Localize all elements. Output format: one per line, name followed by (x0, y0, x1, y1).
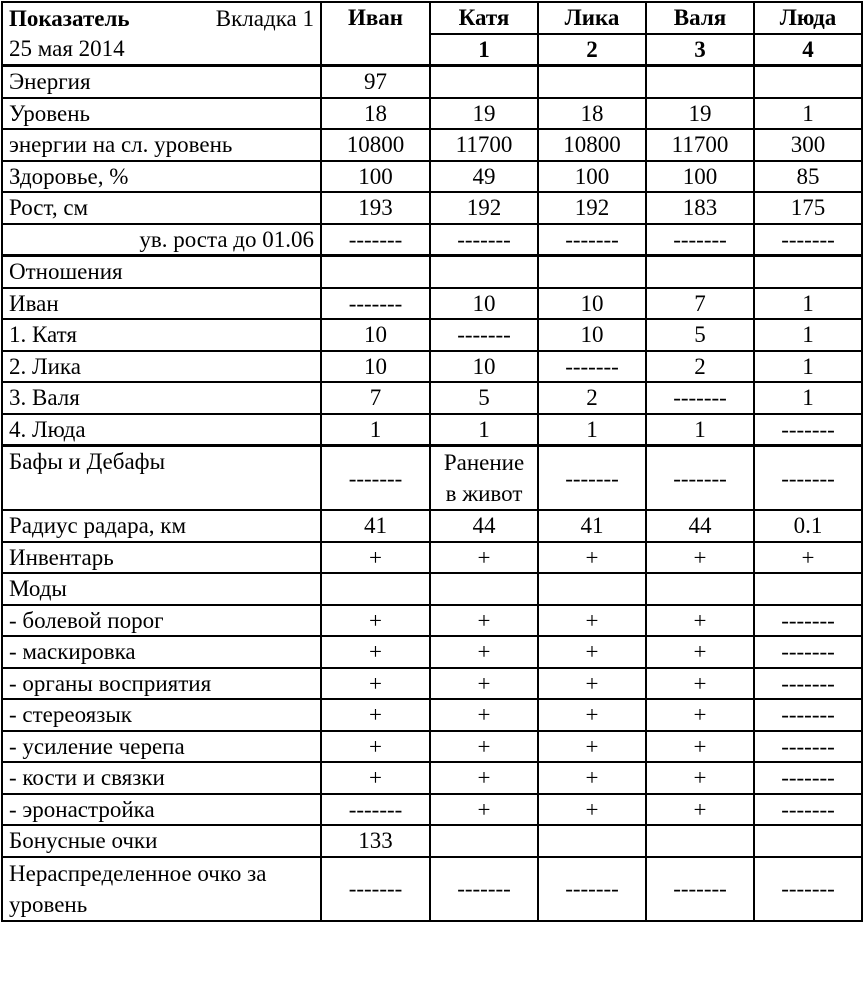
cell-lyuda: 0.1 (754, 510, 862, 542)
cell-ivan: + (321, 699, 430, 731)
cell-ivan: + (321, 668, 430, 700)
cell-lika: 10800 (538, 129, 646, 161)
row-label: 2. Лика (2, 351, 321, 383)
cell-ivan: 1 (321, 414, 430, 446)
table-row (2, 256, 862, 288)
column-number-katya: 1 (430, 34, 538, 66)
table-row (2, 446, 862, 511)
cell-lyuda (754, 256, 862, 288)
cell-ivan: ------- (321, 794, 430, 826)
cell-valya: ------- (646, 446, 754, 511)
table-row (2, 192, 862, 224)
cell-lika: 10 (538, 288, 646, 320)
table-row (2, 98, 862, 130)
column-header-katya: Катя (430, 2, 538, 34)
table-row (2, 129, 862, 161)
table-row (2, 857, 862, 921)
cell-lika: 18 (538, 98, 646, 130)
cell-katya: ------- (430, 224, 538, 256)
cell-katya: + (430, 542, 538, 574)
cell-ivan (321, 256, 430, 288)
cell-lika: 2 (538, 382, 646, 414)
table-row (2, 382, 862, 414)
cell-lyuda: ------- (754, 699, 862, 731)
cell-katya: Ранение в живот (430, 446, 538, 511)
cell-ivan: 7 (321, 382, 430, 414)
table-row (2, 161, 862, 193)
cell-katya: + (430, 668, 538, 700)
row-label: 3. Валя (2, 382, 321, 414)
column-header-ivan: Иван (321, 2, 430, 66)
cell-ivan: 97 (321, 66, 430, 98)
cell-ivan: 10 (321, 319, 430, 351)
cell-valya: + (646, 668, 754, 700)
cell-katya: ------- (430, 319, 538, 351)
cell-lika: ------- (538, 446, 646, 511)
column-number-lika: 2 (538, 34, 646, 66)
cell-lika: 41 (538, 510, 646, 542)
cell-valya: 1 (646, 414, 754, 446)
row-label: Энергия (2, 66, 321, 98)
row-label: Бонусные очки (2, 825, 321, 857)
cell-katya: 10 (430, 351, 538, 383)
cell-valya: + (646, 762, 754, 794)
cell-lika: ------- (538, 351, 646, 383)
cell-valya: 5 (646, 319, 754, 351)
cell-valya: + (646, 605, 754, 637)
cell-ivan: 10800 (321, 129, 430, 161)
cell-ivan: + (321, 636, 430, 668)
cell-lyuda: 1 (754, 98, 862, 130)
cell-ivan: 133 (321, 825, 430, 857)
cell-lyuda (754, 66, 862, 98)
cell-valya: 19 (646, 98, 754, 130)
cell-katya: 49 (430, 161, 538, 193)
cell-ivan: ------- (321, 446, 430, 511)
tab-label: Вкладка 1 (215, 5, 314, 31)
cell-katya: 19 (430, 98, 538, 130)
indicator-header-cell (2, 2, 321, 34)
cell-lika: + (538, 794, 646, 826)
column-header-valya: Валя (646, 2, 754, 34)
table-row (2, 510, 862, 542)
table-row (2, 762, 862, 794)
cell-valya: ------- (646, 857, 754, 921)
row-label: Здоровье, % (2, 161, 321, 193)
cell-lika: 10 (538, 319, 646, 351)
cell-lika: + (538, 542, 646, 574)
cell-katya: 11700 (430, 129, 538, 161)
cell-valya (646, 573, 754, 605)
cell-lyuda: ------- (754, 605, 862, 637)
cell-katya (430, 66, 538, 98)
header-row-names (2, 2, 862, 34)
indicator-label: Показатель (9, 5, 130, 31)
cell-lika (538, 66, 646, 98)
row-label: - усиление черепа (2, 731, 321, 763)
cell-valya: + (646, 699, 754, 731)
table-row (2, 794, 862, 826)
cell-katya: 10 (430, 288, 538, 320)
cell-katya: 44 (430, 510, 538, 542)
row-label: Отношения (2, 256, 321, 288)
table-row (2, 542, 862, 574)
cell-lyuda: ------- (754, 224, 862, 256)
header-row-numbers (2, 34, 862, 66)
cell-katya: + (430, 699, 538, 731)
cell-katya: + (430, 794, 538, 826)
row-label: - маскировка (2, 636, 321, 668)
cell-katya: + (430, 731, 538, 763)
column-number-valya: 3 (646, 34, 754, 66)
cell-valya (646, 66, 754, 98)
row-label: Уровень (2, 98, 321, 130)
cell-ivan: + (321, 731, 430, 763)
cell-katya: + (430, 636, 538, 668)
table-row (2, 605, 862, 637)
cell-lyuda: ------- (754, 762, 862, 794)
cell-lyuda: ------- (754, 668, 862, 700)
cell-katya: 1 (430, 414, 538, 446)
cell-valya: + (646, 636, 754, 668)
cell-ivan: 100 (321, 161, 430, 193)
cell-lika (538, 256, 646, 288)
table-body (2, 66, 862, 921)
cell-katya (430, 256, 538, 288)
row-label: - органы восприятия (2, 668, 321, 700)
cell-valya: 44 (646, 510, 754, 542)
row-label: Иван (2, 288, 321, 320)
cell-lyuda: 300 (754, 129, 862, 161)
row-label: Радиус радара, км (2, 510, 321, 542)
cell-ivan: + (321, 762, 430, 794)
cell-katya: 5 (430, 382, 538, 414)
row-label: Нераспределенное очко за уровень (2, 857, 321, 921)
cell-lika: + (538, 731, 646, 763)
cell-lyuda: ------- (754, 857, 862, 921)
cell-ivan: 10 (321, 351, 430, 383)
row-label: 4. Люда (2, 414, 321, 446)
cell-ivan: 18 (321, 98, 430, 130)
cell-ivan: 193 (321, 192, 430, 224)
cell-lika: + (538, 668, 646, 700)
column-header-lika: Лика (538, 2, 646, 34)
cell-lyuda: ------- (754, 794, 862, 826)
cell-ivan: ------- (321, 224, 430, 256)
cell-lyuda: 175 (754, 192, 862, 224)
column-header-lyuda: Люда (754, 2, 862, 34)
table-row (2, 288, 862, 320)
cell-ivan (321, 573, 430, 605)
cell-lyuda: ------- (754, 446, 862, 511)
cell-katya: ------- (430, 857, 538, 921)
cell-lyuda: ------- (754, 731, 862, 763)
cell-lyuda: 1 (754, 319, 862, 351)
row-label: - эронастройка (2, 794, 321, 826)
cell-katya: + (430, 605, 538, 637)
table-row (2, 66, 862, 98)
cell-valya: 100 (646, 161, 754, 193)
table-row (2, 414, 862, 446)
cell-ivan: ------- (321, 288, 430, 320)
row-label: энергии на сл. уровень (2, 129, 321, 161)
row-label: ув. роста до 01.06 (2, 224, 321, 256)
cell-valya (646, 256, 754, 288)
cell-lika: 100 (538, 161, 646, 193)
cell-katya (430, 825, 538, 857)
cell-lyuda: ------- (754, 636, 862, 668)
table-row (2, 699, 862, 731)
cell-valya: ------- (646, 224, 754, 256)
table-row (2, 351, 862, 383)
cell-valya: 183 (646, 192, 754, 224)
cell-valya: 2 (646, 351, 754, 383)
cell-lyuda (754, 573, 862, 605)
table-row (2, 224, 862, 256)
cell-katya: + (430, 762, 538, 794)
column-number-lyuda: 4 (754, 34, 862, 66)
cell-valya: ------- (646, 382, 754, 414)
cell-ivan: + (321, 542, 430, 574)
cell-valya: 11700 (646, 129, 754, 161)
cell-valya: + (646, 794, 754, 826)
cell-lika (538, 825, 646, 857)
row-label: 1. Катя (2, 319, 321, 351)
cell-lyuda: 1 (754, 351, 862, 383)
cell-lika: + (538, 636, 646, 668)
cell-ivan: 41 (321, 510, 430, 542)
cell-lyuda: 1 (754, 382, 862, 414)
cell-lika: + (538, 762, 646, 794)
table-row (2, 731, 862, 763)
row-label: - болевой порог (2, 605, 321, 637)
table-row (2, 573, 862, 605)
cell-lyuda: + (754, 542, 862, 574)
cell-katya (430, 573, 538, 605)
row-label: Бафы и Дебафы (2, 446, 321, 511)
cell-lyuda (754, 825, 862, 857)
stats-table (1, 1, 863, 922)
row-label: Моды (2, 573, 321, 605)
cell-lika: ------- (538, 857, 646, 921)
cell-lika: 1 (538, 414, 646, 446)
row-label: Рост, см (2, 192, 321, 224)
cell-valya: + (646, 731, 754, 763)
cell-katya: 192 (430, 192, 538, 224)
cell-lyuda: ------- (754, 414, 862, 446)
cell-valya (646, 825, 754, 857)
cell-lika: + (538, 605, 646, 637)
table-row (2, 636, 862, 668)
cell-valya: + (646, 542, 754, 574)
table-row (2, 319, 862, 351)
cell-lyuda: 85 (754, 161, 862, 193)
cell-ivan: + (321, 605, 430, 637)
table-row (2, 668, 862, 700)
date-label: 25 мая 2014 (2, 34, 321, 66)
table-row (2, 825, 862, 857)
cell-lyuda: 1 (754, 288, 862, 320)
cell-valya: 7 (646, 288, 754, 320)
cell-lika (538, 573, 646, 605)
row-label: Инвентарь (2, 542, 321, 574)
cell-ivan: ------- (321, 857, 430, 921)
cell-lika: ------- (538, 224, 646, 256)
cell-lika: + (538, 699, 646, 731)
row-label: - кости и связки (2, 762, 321, 794)
row-label: - стереоязык (2, 699, 321, 731)
cell-lika: 192 (538, 192, 646, 224)
